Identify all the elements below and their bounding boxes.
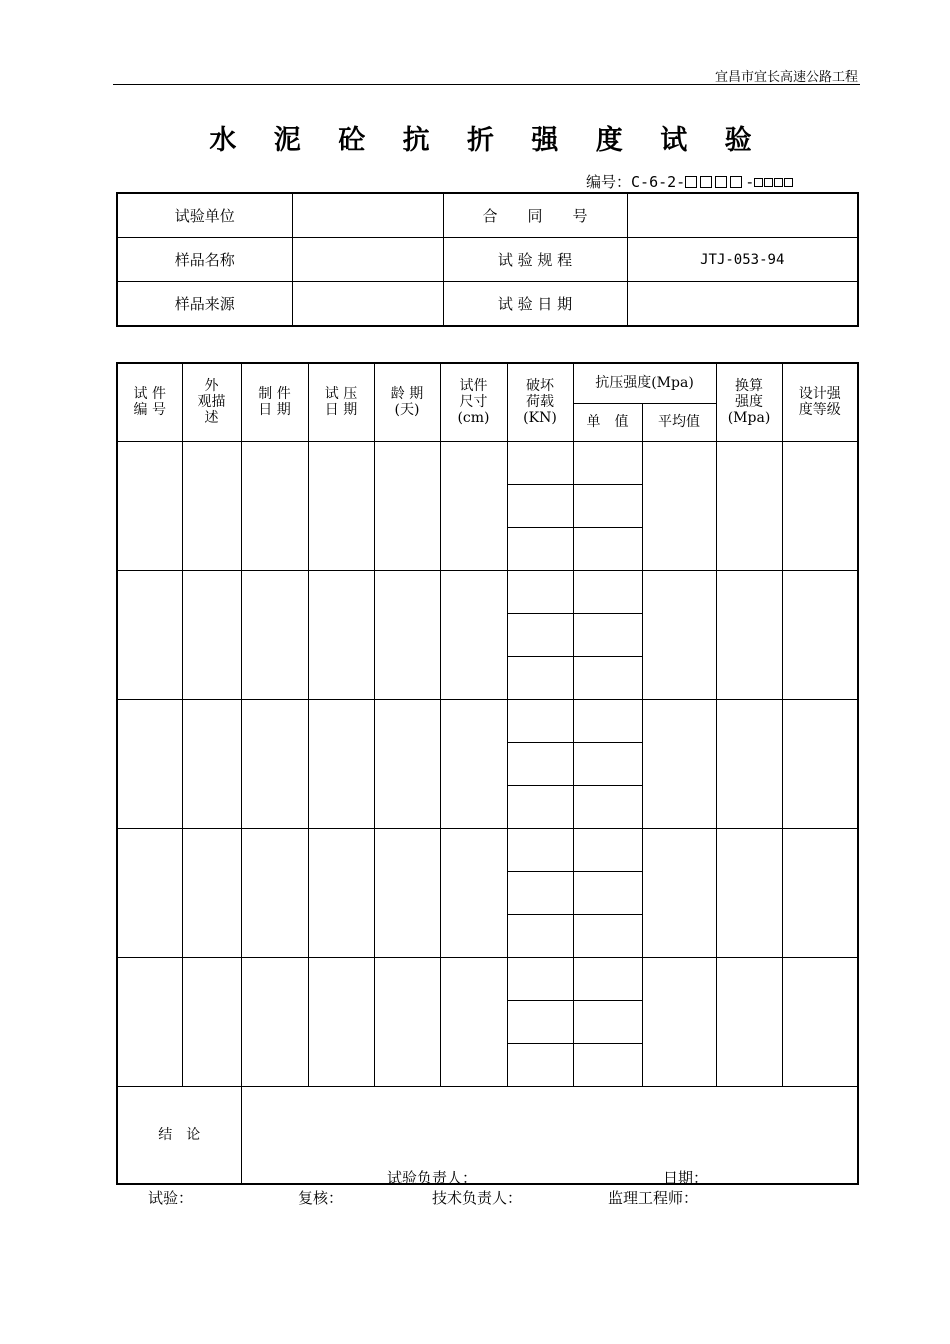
average-cell[interactable] [642,441,716,570]
single-value-cell[interactable] [573,957,642,1000]
sample-name-label: 样品名称 [117,238,292,282]
date-label: 试 验 日 期 [443,282,627,327]
specimen-subrow [117,828,858,871]
average-cell[interactable] [642,957,716,1086]
col-appearance: 外 观描 述 [182,363,241,441]
tech-lead-label: 技术负责人： [432,1189,523,1207]
conclusion-date-label: 日期： [663,1169,709,1187]
size-cell[interactable] [440,441,507,570]
spec-value: JTJ-053-94 [627,238,858,282]
unit-value[interactable] [292,193,443,238]
specimen-subrow [117,699,858,742]
test-date-cell[interactable] [308,570,374,699]
failure-load-cell[interactable] [507,699,573,742]
failure-load-cell[interactable] [507,484,573,527]
single-value-cell[interactable] [573,699,642,742]
specimen-no-cell[interactable] [117,570,182,699]
col-test-date: 试 压 日 期 [308,363,374,441]
conclusion-content[interactable] [241,1086,858,1184]
contract-label: 合 同 号 [443,193,627,238]
specimen-no-cell[interactable] [117,957,182,1086]
failure-load-cell[interactable] [507,441,573,484]
test-date-cell[interactable] [308,957,374,1086]
make-date-cell[interactable] [241,699,308,828]
col-converted: 换算 强度 (Mpa) [716,363,782,441]
results-table [116,362,859,1185]
spec-label: 试 验 规 程 [443,238,627,282]
average-cell[interactable] [642,699,716,828]
single-value-cell[interactable] [573,742,642,785]
single-value-cell[interactable] [573,527,642,570]
source-label: 样品来源 [117,282,292,327]
single-value-cell[interactable] [573,613,642,656]
specimen-no-cell[interactable] [117,828,182,957]
size-cell[interactable] [440,699,507,828]
specimen-subrow [117,570,858,613]
design-grade-cell[interactable] [782,957,858,1086]
make-date-cell[interactable] [241,957,308,1086]
source-value[interactable] [292,282,443,327]
make-date-cell[interactable] [241,441,308,570]
appearance-cell[interactable] [182,828,241,957]
make-date-cell[interactable] [241,570,308,699]
doc-number-label: 编号： [586,173,632,191]
failure-load-cell[interactable] [507,828,573,871]
single-value-cell[interactable] [573,484,642,527]
age-cell[interactable] [374,957,440,1086]
header-project: 宜昌市宜长高速公路工程 [714,70,858,85]
unit-label: 试验单位 [117,193,292,238]
col-make-date: 制 件 日 期 [241,363,308,441]
single-value-cell[interactable] [573,1000,642,1043]
doc-number: 编号：C-6-2- - [586,171,794,192]
age-cell[interactable] [374,441,440,570]
single-value-cell[interactable] [573,1043,642,1086]
appearance-cell[interactable] [182,441,241,570]
test-date-cell[interactable] [308,441,374,570]
age-cell[interactable] [374,570,440,699]
specimen-no-cell[interactable] [117,699,182,828]
doc-number-code: C-6-2- [631,173,686,191]
failure-load-cell[interactable] [507,785,573,828]
converted-cell[interactable] [716,570,782,699]
converted-cell[interactable] [716,828,782,957]
specimen-subrow [117,957,858,1000]
failure-load-cell[interactable] [507,1000,573,1043]
design-grade-cell[interactable] [782,570,858,699]
responsible-label: 试验负责人： [387,1169,478,1187]
conclusion-label: 结 论 [117,1086,241,1184]
col-average: 平均值 [642,403,716,441]
col-specimen-no: 试 件 编 号 [117,363,182,441]
sample-name-value[interactable] [292,238,443,282]
age-cell[interactable] [374,699,440,828]
single-value-cell[interactable] [573,871,642,914]
single-value-cell[interactable] [573,441,642,484]
tester-label: 试验： [148,1189,194,1207]
info-table [116,192,859,327]
test-date-cell[interactable] [308,699,374,828]
col-design-grade: 设计强 度等级 [782,363,858,441]
col-single-value: 单 值 [573,403,642,441]
size-cell[interactable] [440,957,507,1086]
col-strength: 抗压强度(Mpa) [573,363,716,403]
date-value[interactable] [627,282,858,327]
failure-load-cell[interactable] [507,742,573,785]
single-value-cell[interactable] [573,828,642,871]
appearance-cell[interactable] [182,699,241,828]
converted-cell[interactable] [716,957,782,1086]
failure-load-cell[interactable] [507,527,573,570]
failure-load-cell[interactable] [507,871,573,914]
contract-value[interactable] [627,193,858,238]
design-grade-cell[interactable] [782,828,858,957]
age-cell[interactable] [374,828,440,957]
average-cell[interactable] [642,570,716,699]
single-value-cell[interactable] [573,570,642,613]
failure-load-cell[interactable] [507,613,573,656]
appearance-cell[interactable] [182,570,241,699]
size-cell[interactable] [440,570,507,699]
single-value-cell[interactable] [573,656,642,699]
average-cell[interactable] [642,828,716,957]
specimen-subrow [117,441,858,484]
design-grade-cell[interactable] [782,441,858,570]
col-size: 试件 尺寸 (cm) [440,363,507,441]
single-value-cell[interactable] [573,914,642,957]
reviewer-label: 复核： [298,1189,344,1207]
make-date-cell[interactable] [241,828,308,957]
failure-load-cell[interactable] [507,957,573,1000]
failure-load-cell[interactable] [507,914,573,957]
size-cell[interactable] [440,828,507,957]
failure-load-cell[interactable] [507,570,573,613]
specimen-no-cell[interactable] [117,441,182,570]
converted-cell[interactable] [716,441,782,570]
single-value-cell[interactable] [573,785,642,828]
converted-cell[interactable] [716,699,782,828]
failure-load-cell[interactable] [507,656,573,699]
failure-load-cell[interactable] [507,1043,573,1086]
design-grade-cell[interactable] [782,699,858,828]
test-date-cell[interactable] [308,828,374,957]
supervisor-label: 监理工程师： [608,1189,699,1207]
col-failure-load: 破坏 荷载 (KN) [507,363,573,441]
appearance-cell[interactable] [182,957,241,1086]
header-rule [113,84,860,85]
col-age: 龄 期 (天) [374,363,440,441]
page-title: 水 泥 砼 抗 折 强 度 试 验 [209,125,766,156]
